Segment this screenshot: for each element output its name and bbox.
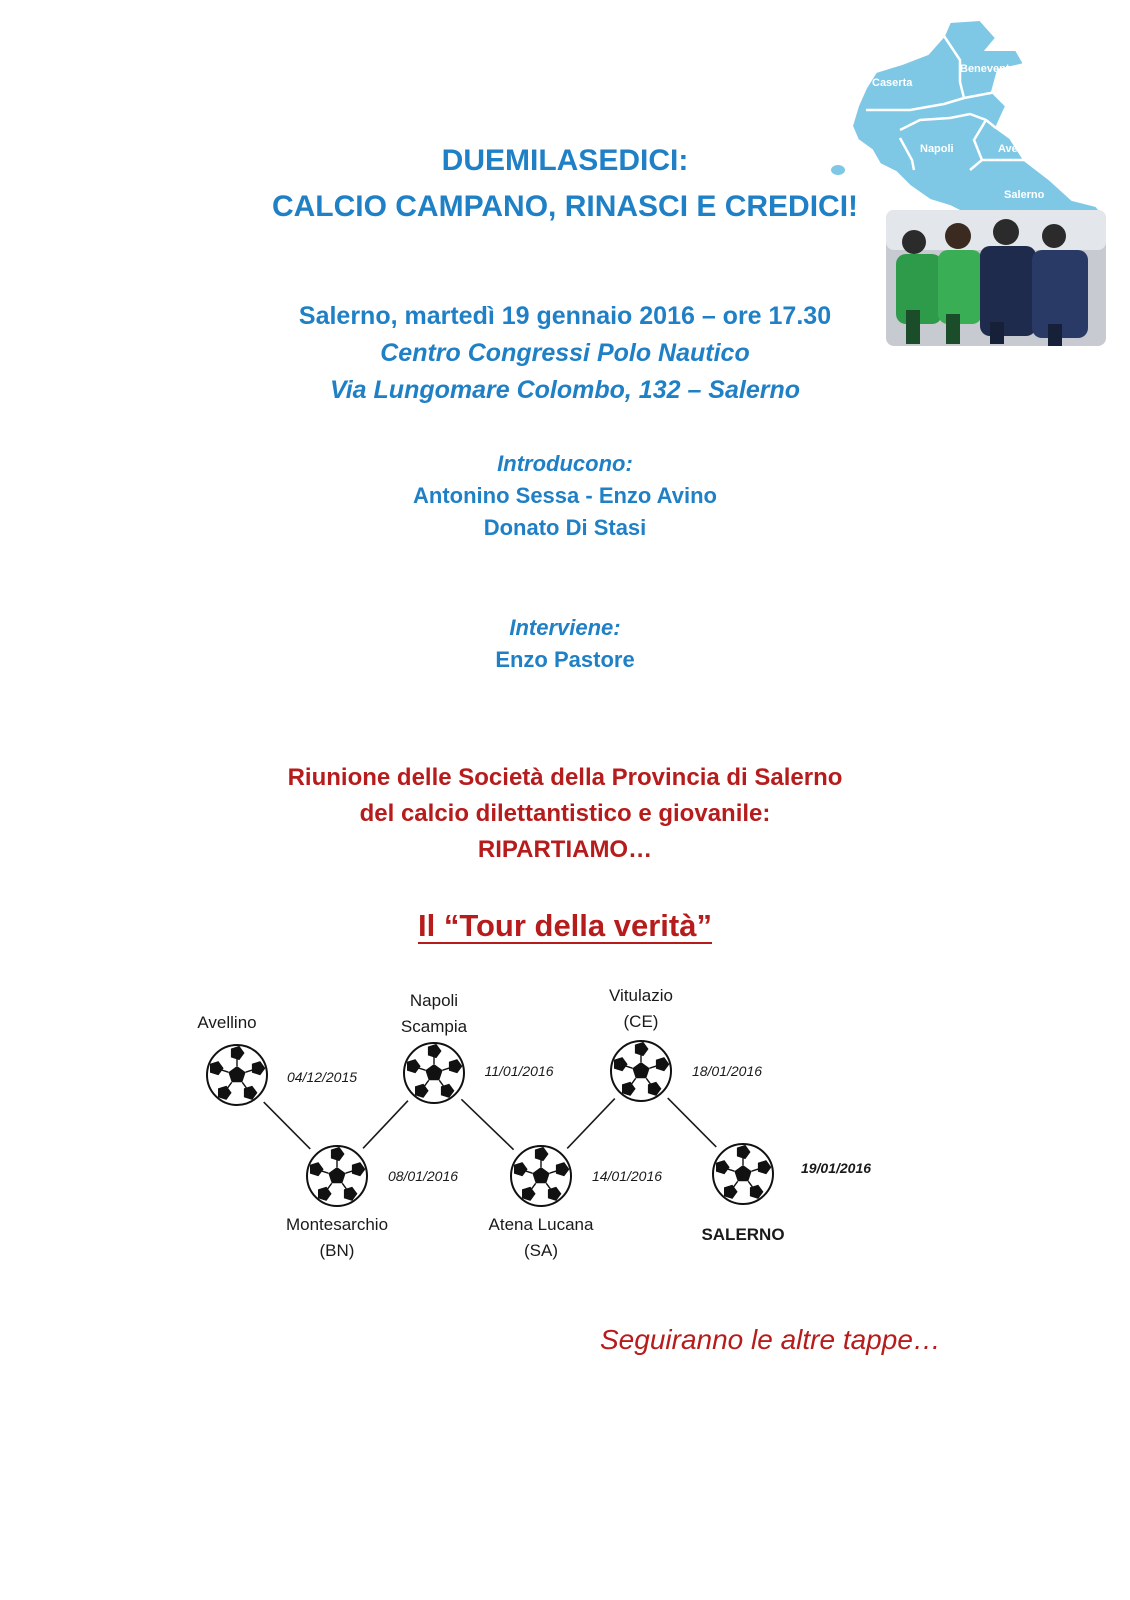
tour-stop-date: 18/01/2016: [691, 1063, 763, 1079]
meeting-announcement: [160, 760, 970, 868]
event-address: Via Lungomare Colombo, 132 – Salerno: [329, 376, 801, 404]
map-label-caserta: Caserta: [872, 77, 913, 89]
tour-title-text: Il “Tour della verità”: [417, 908, 712, 943]
speaker-label: Interviene:: [509, 615, 621, 640]
intro-label: Introducono:: [497, 451, 633, 476]
tour-stop-date: 04/12/2015: [286, 1069, 358, 1085]
soccer-ball-icon: [611, 1041, 671, 1101]
tour-stop-subname: (CE): [623, 1012, 659, 1031]
map-label-napoli: Napoli: [920, 143, 954, 155]
tour-stop-date: 11/01/2016: [484, 1063, 554, 1079]
tour-stop-name: Atena Lucana: [488, 1215, 594, 1234]
tour-stop-name: SALERNO: [701, 1225, 785, 1244]
player-body-navy: [980, 246, 1036, 336]
intro-section: [300, 448, 830, 544]
tour-stop-date: 08/01/2016: [387, 1168, 459, 1184]
tour-stop-subname: (SA): [524, 1241, 558, 1260]
speaker-section: [300, 612, 830, 676]
soccer-ball-icon: [713, 1144, 773, 1204]
player-leg: [990, 322, 1004, 344]
soccer-ball-icon: [307, 1146, 367, 1206]
map-label-salerno: Salerno: [1004, 189, 1045, 201]
speaker-name: Enzo Pastore: [495, 647, 635, 672]
player-body-green: [938, 250, 982, 324]
player-leg: [1048, 324, 1062, 346]
player-head: [993, 219, 1019, 245]
player-head: [1042, 224, 1066, 248]
map-label-avellino: Avellino: [998, 143, 1041, 155]
tour-stop-name: Montesarchio: [285, 1215, 389, 1234]
soccer-ball-icon: [404, 1043, 464, 1103]
intro-names-line-1: Antonino Sessa - Enzo Avino: [413, 483, 717, 508]
tour-stop-name: Napoli: [409, 991, 459, 1010]
map-label-benevento: Benevento: [960, 63, 1017, 75]
tour-stop-name: Avellino: [197, 1013, 257, 1032]
more-stops-note: Seguiranno le altre tappe…: [600, 1324, 941, 1355]
tour-stop-date: 19/01/2016: [800, 1160, 872, 1176]
meeting-line-3: RIPARTIAMO…: [477, 836, 653, 863]
title-block: [160, 138, 970, 230]
title-line-2: CALCIO CAMPANO, RINASCI E CREDICI!: [271, 190, 859, 223]
intro-names-line-2: Donato Di Stasi: [483, 515, 647, 540]
tour-connector-line: [461, 1099, 513, 1149]
soccer-ball-icon: [511, 1146, 571, 1206]
tour-stop-date: 14/01/2016: [591, 1168, 663, 1184]
soccer-ball-icon: [207, 1045, 267, 1105]
meeting-line-2: del calcio dilettantistico e giovanile:: [359, 800, 771, 827]
tour-connector-line: [567, 1099, 615, 1149]
tour-diagram: [0, 980, 1130, 1300]
tour-connector-line: [668, 1098, 717, 1147]
player-head: [902, 230, 926, 254]
meeting-line-1: Riunione delle Società della Provincia di Salerno: [287, 764, 843, 791]
event-details: [200, 298, 930, 409]
tour-stop-subname: (BN): [319, 1241, 355, 1260]
tour-connector-line: [363, 1101, 408, 1149]
tour-title: [300, 906, 830, 946]
title-line-1: DUEMILASEDICI:: [441, 144, 689, 177]
tour-stop-name: Vitulazio: [609, 986, 673, 1005]
tour-stop-subname: Scampia: [400, 1017, 468, 1036]
event-venue: Centro Congressi Polo Nautico: [380, 339, 750, 367]
player-leg: [946, 314, 960, 344]
event-date-line: Salerno, martedì 19 gennaio 2016 – ore 17.30: [298, 302, 832, 330]
tour-connector-line: [264, 1102, 311, 1149]
